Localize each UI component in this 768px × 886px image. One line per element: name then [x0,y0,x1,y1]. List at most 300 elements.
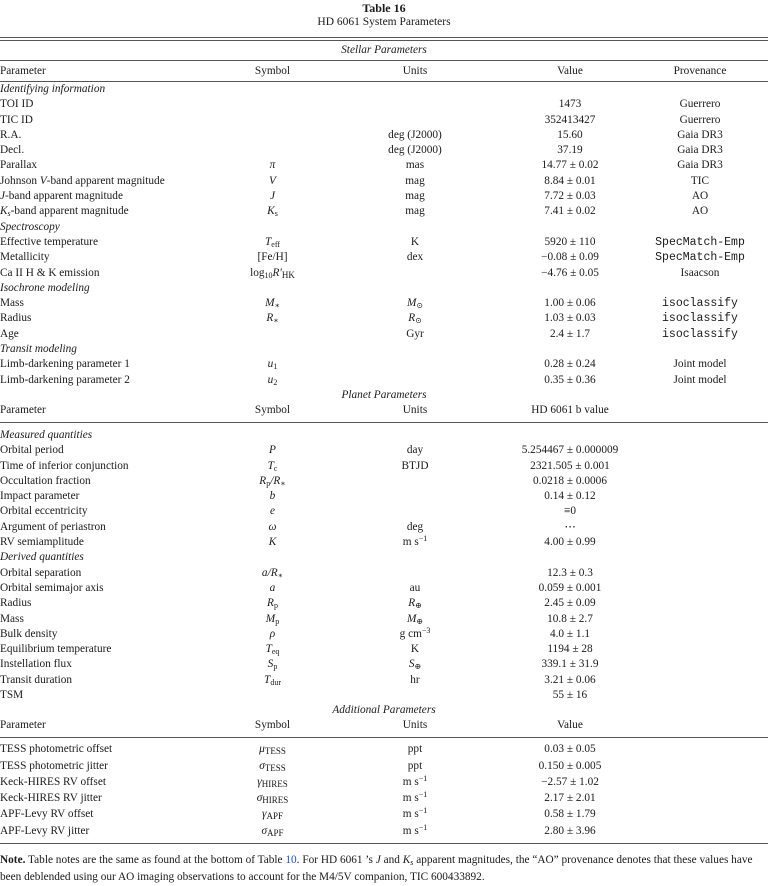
cell-value: 14.77 ± 0.02 [541,159,599,172]
cell-symbol [200,581,345,596]
cell-symbol [200,596,345,611]
cell-value: 2.4 ± 1.7 [549,327,591,340]
cell-value: 12.3 ± 0.3 [547,566,593,579]
symbol: V [269,174,276,187]
cell-provenance: TIC [690,174,710,187]
symbol-sub: p [266,478,271,488]
symbol: S [267,658,274,671]
symbol: T [264,235,272,248]
units-sub: ⊕ [416,616,424,626]
symbol: ρ [269,627,276,640]
cell-units [360,520,470,535]
table-row [0,128,768,143]
symbol-sub-plain: 10 [264,270,273,280]
cell-units [360,189,470,204]
units: m s [402,792,419,805]
group-title: Derived quantities [0,551,84,564]
cell-value: 7.72 ± 0.03 [544,190,596,203]
units-sup: −1 [418,806,428,816]
units-sup: −3 [421,625,431,635]
cell-value: 2.45 ± 0.09 [544,597,596,610]
cell-value: 0.03 ± 0.05 [544,743,596,756]
cell-value: 2321.505 ± 0.001 [530,459,610,472]
cell-units [360,581,470,596]
cell-symbol [200,520,345,535]
units-sub: ⊙ [416,301,424,311]
cell-parameter: Mass [0,612,24,625]
cell-units [360,250,470,265]
symbol: π [269,159,276,172]
symbol-sub: ∗ [274,301,280,311]
units: m s [402,824,419,837]
symbol-sub: HIRES [262,795,289,806]
symbol: b [269,490,276,503]
cell-parameter: Time of inferior conjunction [0,459,129,472]
group-heading [0,550,768,565]
cell-value: 0.150 ± 0.005 [538,759,602,772]
cell-symbol [200,189,345,204]
param-italic: K [0,205,8,218]
symbol: R [267,597,274,610]
cell-units [360,443,470,458]
symbol-sub: TESS [264,746,286,757]
units: day [406,444,424,457]
cell-parameter: Limb-darkening parameter 2 [0,373,130,386]
group-title: Measured quantities [0,428,93,441]
cell-value: 7.41 ± 0.02 [544,205,596,218]
group-title: Identifying information [0,83,106,95]
group-heading [0,220,768,235]
units-sub: ⊕ [415,601,422,611]
cell-symbol [200,806,345,822]
header-row [0,402,768,419]
cell-parameter: TSM [0,688,24,701]
cell-parameter: TESS photometric offset [0,743,113,756]
cell-symbol [200,235,345,250]
cell-value: 0.58 ± 1.79 [544,808,596,821]
cell-value: 1473 [558,98,582,111]
cell-parameter [0,189,123,204]
cell-units [360,311,470,326]
cell-provenance: Isaacson [680,266,720,279]
cell-value: 55 ± 16 [552,688,588,701]
cell-parameter: Mass [0,297,24,310]
units: mag [405,190,425,203]
table-row [0,459,768,474]
cell-parameter: Orbital period [0,444,64,457]
cell-units [360,806,470,822]
cell-parameter: Ca II H & K emission [0,266,100,279]
symbol: u [267,358,274,371]
symbol: P [269,444,276,457]
cell-symbol [200,474,345,489]
table-title: HD 6061 System Parameters [317,16,451,28]
units-italic: R [408,312,416,325]
symbol: a/R [261,566,278,579]
header-units: Units [402,403,428,416]
cell-value: 5.254467 ± 0.000009 [521,444,619,457]
symbol: T [267,459,274,472]
header-units: Units [402,65,428,77]
table-row [0,113,768,128]
table-row [0,535,768,550]
group-heading [0,82,768,97]
symbol-sub: TESS [264,762,286,773]
symbol-plain: [Fe/H] [257,251,288,264]
cell-units [360,174,470,189]
cell-value: 4.00 ± 0.99 [544,536,596,549]
cell-parameter: Effective temperature [0,235,98,248]
cell-parameter: Transit duration [0,673,73,686]
symbol: μ [259,743,265,756]
cell-units [360,327,470,342]
param-suffix: -band apparent magnitude [10,205,129,218]
symbol-sub: p [275,616,280,626]
header-symbol: Symbol [254,403,291,416]
cell-parameter: TIC ID [0,113,33,126]
header-value: Value [557,719,583,732]
units: Gyr [406,327,424,340]
cell-provenance: AO [691,190,709,203]
symbol: M [265,297,275,310]
header-symbol: Symbol [254,719,291,732]
table-row [0,489,768,504]
table-row [0,673,768,688]
symbol: K [268,536,277,549]
cell-symbol [200,823,345,839]
table-row [0,266,768,281]
note-text: . For HD 6061 ’s [296,854,376,867]
note-j: J [375,854,381,867]
cell-provenance: Guerrero [679,98,721,111]
cell-value: 0.28 ± 0.24 [544,358,596,371]
cell-parameter: Impact parameter [0,490,80,503]
table-row [0,327,768,342]
table-caption [0,0,768,29]
symbol-sub: HIRES [261,778,288,789]
cell-value: 0.059 ± 0.001 [538,581,602,594]
table-row [0,189,768,204]
table-row [0,774,768,790]
cell-value: 1.00 ± 0.06 [544,297,596,310]
table-row [0,204,768,219]
cell-symbol [200,657,345,672]
cell-parameter: Radius [0,597,32,610]
cell-parameter: Orbital eccentricity [0,505,88,518]
cell-symbol [200,758,345,774]
units: deg [406,520,424,533]
symbol: T [265,643,272,656]
units: ppt [407,759,423,772]
symbol: J [269,190,275,203]
units: K [410,235,420,248]
cell-symbol [200,174,345,189]
note-text: apparent magnitudes, the “AO” provenance denotes that these values have been deblended using our AO imaging observations to account for the M4/5V companion, TIC 600433892. [0,854,753,884]
units-sup: −1 [418,773,428,783]
units: mag [405,205,425,218]
group-title: Spectroscopy [0,220,60,233]
cell-symbol [200,158,345,173]
table-note [0,852,768,886]
symbol: R [266,312,274,325]
cell-parameter: Argument of periastron [0,520,106,533]
units-italic: M [406,297,417,310]
cell-parameter: R.A. [0,128,22,141]
header-row [0,61,768,81]
cell-provenance: isoclassify [662,312,738,326]
param-italic: V [39,174,47,187]
cell-value: 352413427 [544,113,596,126]
header-parameter: Parameter [0,403,46,416]
cell-symbol [200,266,345,281]
header-units: Units [402,719,428,732]
table-row [0,143,768,158]
header-parameter: Parameter [0,719,46,732]
group-title: Transit modeling [0,343,77,356]
cell-symbol [200,642,345,657]
cell-parameter: Orbital separation [0,566,82,579]
units-sup: −1 [418,790,428,800]
cell-symbol [200,612,345,627]
cell-value: 10.8 ± 2.7 [547,612,593,625]
planet-parameters-section [0,388,768,703]
units: m s [402,808,419,821]
symbol-sub: 2 [273,377,278,387]
cell-units [360,774,470,790]
cell-value: ⋯ [564,520,576,533]
cell-symbol [200,673,345,688]
header-provenance: Provenance [673,65,727,77]
section-title-stellar: Stellar Parameters [341,44,427,56]
symbol-sub: p [273,662,278,672]
cell-symbol [200,443,345,458]
cell-value: 339.1 ± 31.9 [541,658,599,671]
cell-value: 0.35 ± 0.36 [544,373,596,386]
symbol: e [269,505,275,518]
param-sub: s [7,209,11,219]
cell-units [360,673,470,688]
symbol-sub: HK [281,269,295,280]
symbol: ω [268,520,277,533]
cell-provenance: Joint model [673,358,727,371]
cell-parameter: Keck-HIRES RV offset [0,775,106,788]
cell-units [360,823,470,839]
cell-symbol [200,357,345,372]
units: m s [402,775,419,788]
cell-value: 0.0218 ± 0.0006 [533,474,607,487]
table-row [0,758,768,774]
units: hr [410,673,420,686]
cell-value: 8.84 ± 0.01 [544,174,596,187]
group-heading [0,428,768,443]
symbol-sub: 1 [273,362,278,372]
cell-units [360,459,470,474]
units: K [410,643,420,656]
cell-units [360,535,470,550]
cell-symbol [200,566,345,581]
param-suffix: -band apparent magnitude [46,174,165,187]
cell-parameter: Keck-HIRES RV jitter [0,792,102,805]
cell-value: 1.03 ± 0.03 [544,312,596,325]
param-italic: J [0,190,6,203]
symbol: R [259,474,267,487]
cell-units [360,758,470,774]
cell-value: 2.80 ± 3.96 [544,824,596,837]
cell-parameter: RV semiamplitude [0,536,84,549]
header-row [0,717,768,734]
cell-parameter: Occultation fraction [0,474,91,487]
section-title-planet: Planet Parameters [341,388,427,401]
stellar-table-body [0,82,768,388]
symbol-sub: dur [270,677,281,687]
cell-units [360,612,470,627]
cell-parameter: Orbital semimajor axis [0,581,104,594]
cell-symbol [200,204,345,219]
table-row [0,373,768,388]
cell-provenance: SpecMatch-Emp [655,235,745,249]
planet-table-body [0,428,768,703]
cell-value: 3.21 ± 0.06 [544,673,596,686]
table-row [0,311,768,326]
note-k: K [402,854,411,867]
table-row [0,741,768,757]
symbol: M [265,612,276,625]
cell-provenance: isoclassify [662,297,738,311]
param-prefix: Johnson [0,174,40,187]
cell-parameter: Age [0,327,19,340]
cell-symbol [200,790,345,806]
symbol: γ [257,775,262,788]
cell-units [360,143,470,158]
table-row [0,612,768,627]
note-k-sub: s [410,858,414,868]
symbol: u [267,373,274,386]
cell-symbol [200,504,345,519]
table-row [0,158,768,173]
cell-provenance: isoclassify [662,327,738,341]
units-italic: R [408,597,416,610]
header-value: HD 6061 b value [531,403,609,416]
table-row [0,627,768,642]
cell-symbol [200,296,345,311]
units: m s [402,536,419,549]
cell-parameter: Decl. [0,144,25,157]
symbol-sub: APF [267,827,284,838]
note-text: Table notes are the same as found at the bottom of Table [25,854,286,867]
cell-parameter: Metallicity [0,251,50,264]
cell-symbol [200,489,345,504]
cell-parameter: Parallax [0,159,38,172]
cell-units [360,596,470,611]
cell-value: 2.17 ± 2.01 [544,792,596,805]
cell-provenance: AO [691,205,709,218]
cell-value: −0.08 ± 0.09 [541,251,599,264]
symbol: a [269,581,276,594]
cell-units [360,627,470,642]
table-10-link[interactable]: 10 [285,854,297,867]
symbol: T [264,673,271,686]
units: ppt [407,743,423,756]
cell-units [360,204,470,219]
cell-symbol [200,741,345,757]
cell-provenance: Joint model [673,373,727,386]
cell-parameter [0,174,165,189]
table-row [0,657,768,672]
cell-parameter: Limb-darkening parameter 1 [0,358,130,371]
cell-units [360,657,470,672]
cell-units [360,158,470,173]
cell-value: 1194 ± 28 [547,643,593,656]
cell-units [360,296,470,311]
table-row [0,357,768,372]
cell-symbol [200,373,345,388]
group-title: Isochrone modeling [0,281,90,294]
symbol-sub: eq [271,647,280,657]
table-row [0,174,768,189]
symbol: σ [256,792,263,805]
units-sub: ⊕ [414,662,422,672]
symbol-sub: c [273,463,278,473]
cell-provenance: Gaia DR3 [677,144,723,157]
table-row [0,97,768,112]
note-label: Note. [0,854,26,867]
symbol-sub: s [274,209,278,219]
symbol-tail-sub: ∗ [280,478,286,488]
cell-parameter: APF-Levy RV jitter [0,824,90,837]
cell-provenance: SpecMatch-Emp [655,251,745,265]
symbol-sub: eff [271,239,281,249]
cell-parameter [0,204,129,219]
header-value: Value [557,65,583,77]
cell-symbol [200,627,345,642]
cell-parameter: Bulk density [0,627,58,640]
cell-units [360,741,470,757]
header-symbol: Symbol [254,65,291,77]
units: g cm [399,627,422,640]
table-row [0,235,768,250]
group-heading [0,342,768,357]
cell-value: 5920 ± 110 [544,235,596,248]
table-row [0,596,768,611]
table-row [0,642,768,657]
note-text: and [380,854,403,867]
cell-value: 4.0 ± 1.1 [549,627,591,640]
symbol: R′ [272,266,282,279]
symbol-sub: p [273,601,278,611]
section-title-additional: Additional Parameters [332,704,436,717]
units: deg (J2000) [388,144,442,157]
table-row [0,474,768,489]
symbol-sub: ∗ [277,570,284,580]
symbol: σ [261,824,268,837]
cell-units [360,235,470,250]
table-row [0,581,768,596]
units: dex [406,251,424,264]
units: BTJD [401,459,429,472]
table-row [0,823,768,839]
symbol-sub: ∗ [273,316,279,326]
units: mag [405,174,425,187]
cell-parameter: TOI ID [0,98,34,111]
symbol: K [267,205,275,218]
cell-parameter: TESS photometric jitter [0,759,108,772]
cell-symbol [200,535,345,550]
header-parameter: Parameter [0,65,46,77]
units-sup: −1 [418,822,428,832]
symbol: σ [259,759,265,772]
table-row [0,806,768,822]
cell-provenance: Guerrero [679,113,721,126]
